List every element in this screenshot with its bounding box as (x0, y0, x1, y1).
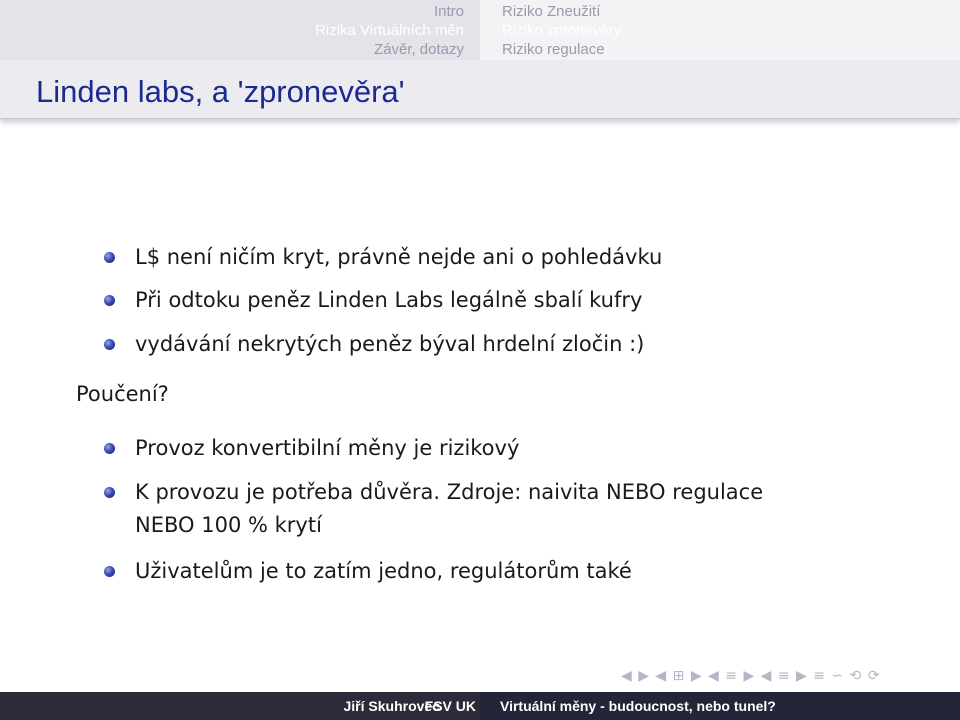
frame-title: Linden labs, a 'zpronevěra' (36, 74, 405, 109)
nav-item-rizika[interactable]: Rizika Virtuálních měn (315, 22, 464, 39)
bullet-ball-icon (104, 443, 115, 454)
section-label: Poučení? (76, 382, 169, 406)
bullet-ball-icon (104, 295, 115, 306)
list-item-text: Uživatelům je to zatím jedno, regulátorům také (135, 559, 632, 583)
list-item-text: L$ není ničím kryt, právně nejde ani o pohledávku (135, 245, 663, 269)
footer-title: Virtuální měny - budoucnost, nebo tunel? (500, 698, 776, 714)
bullet-ball-icon (104, 339, 115, 350)
nav-sections (315, 2, 464, 59)
list-item-text: NEBO 100 % krytí (135, 513, 322, 537)
nav-item-zpronevery[interactable]: Riziko zpronevěry (502, 22, 622, 39)
navigation-symbols-icon[interactable]: ◀ ▶ ◀ ⊞ ▶ ◀ ≡ ▶ ◀ ≡ ▶ ≡ ∽ ⟲ ⟳ (621, 668, 881, 684)
frame-title-bar (0, 60, 960, 119)
footer-author: Jiří Skuhrovec (343, 698, 440, 714)
list-item-text: K provozu je potřeba důvěra. Zdroje: naivita NEBO regulace (135, 480, 764, 504)
nav-item-regulace[interactable]: Riziko regulace (502, 41, 605, 58)
list-item-text: Provoz konvertibilní měny je rizikový (135, 436, 520, 460)
bullet-ball-icon (104, 252, 115, 263)
list-item-text: Při odtoku peněz Linden Labs legálně sbalí kufry (135, 288, 643, 312)
nav-item-zneuziti[interactable]: Riziko Zneužití (502, 3, 601, 20)
list-item-text: vydávání nekrytých peněz býval hrdelní zločin :) (135, 332, 645, 356)
nav-item-intro[interactable]: Intro (433, 3, 464, 20)
bullet-ball-icon (104, 566, 115, 577)
top-navigation (0, 0, 960, 60)
nav-item-zaver[interactable]: Závěr, dotazy (373, 41, 464, 58)
footer (0, 692, 960, 720)
footer-institution: FSV UK (424, 698, 476, 714)
bullet-ball-icon (104, 487, 115, 498)
nav-subsections (502, 2, 621, 59)
